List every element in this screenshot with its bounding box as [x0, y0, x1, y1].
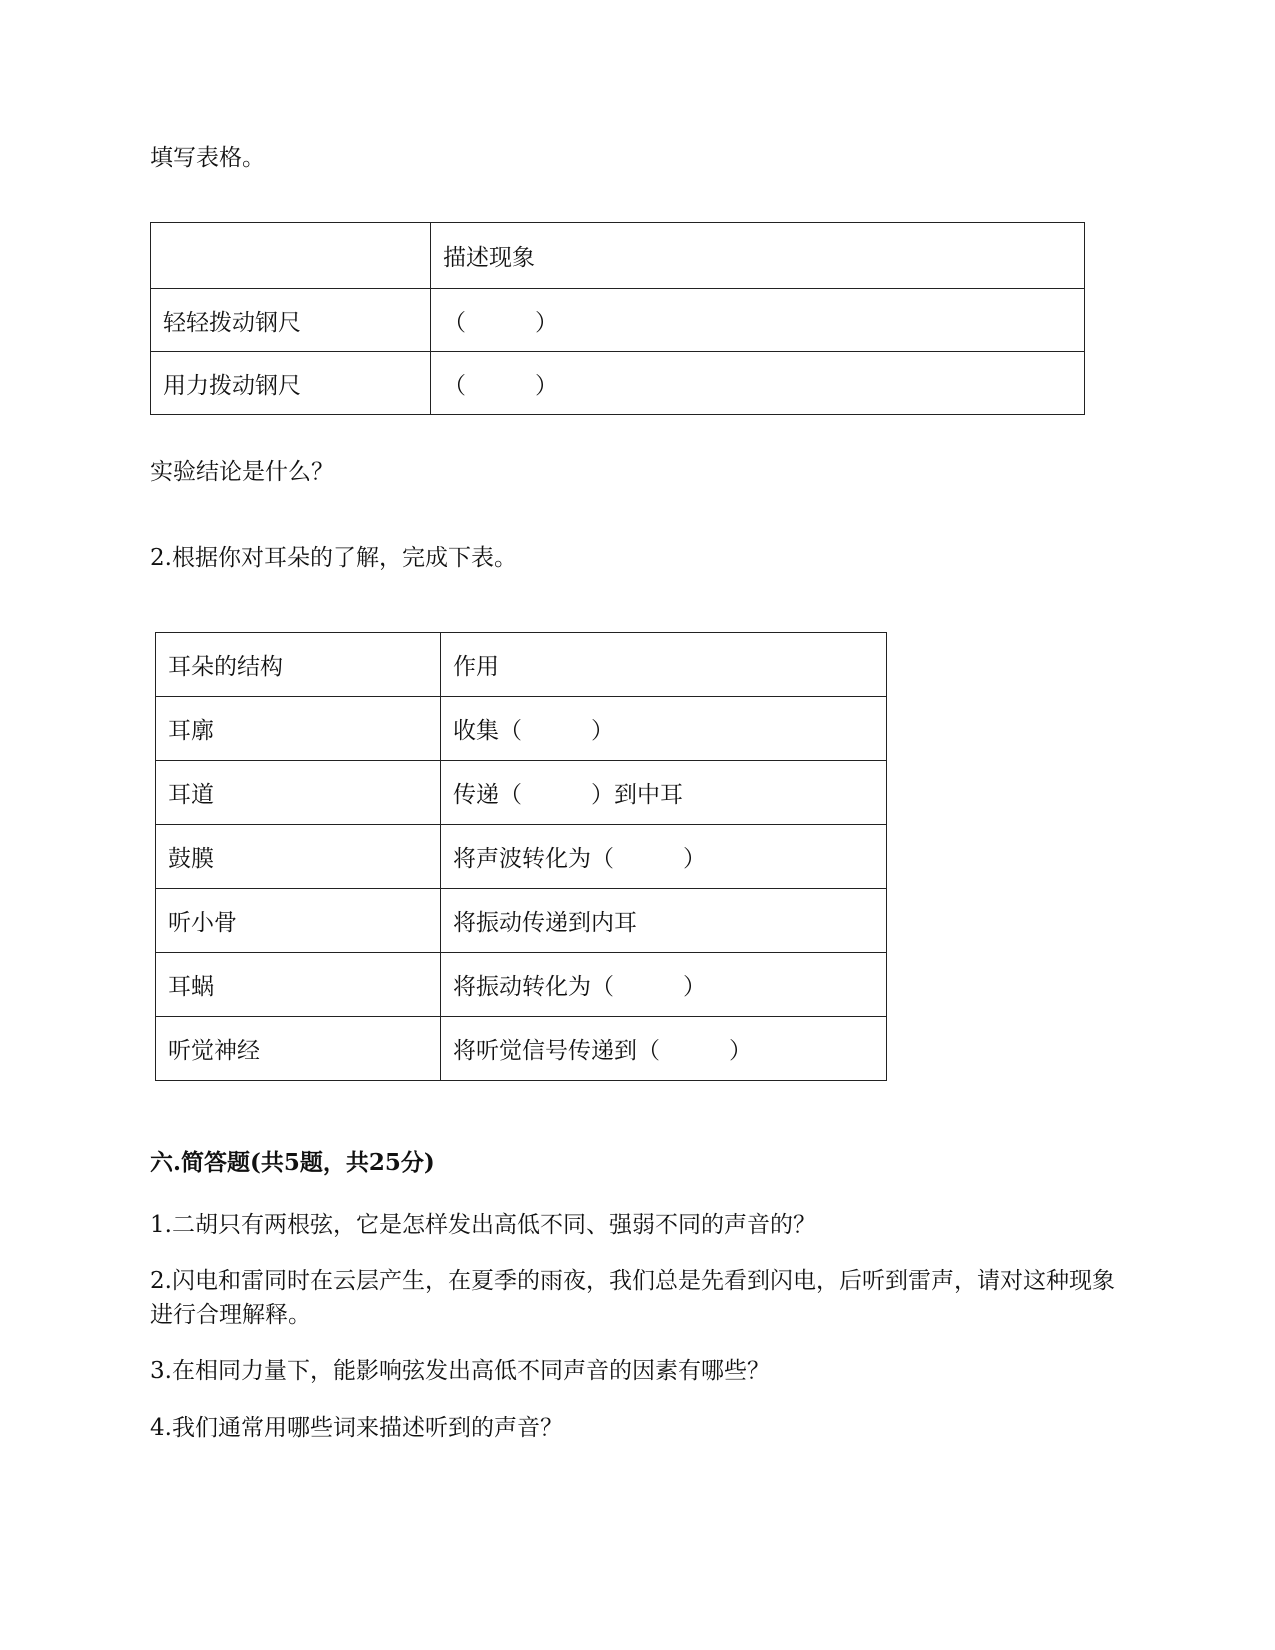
table-row [151, 289, 1085, 352]
table-row [156, 889, 887, 953]
table-row [156, 761, 887, 825]
answer-blank-cell: （ ） [431, 289, 1085, 352]
table-header-cell: 描述现象 [431, 223, 1085, 289]
table-row [156, 1017, 887, 1081]
table-cell: 听小骨 [156, 889, 441, 953]
table-cell: 将声波转化为（ ） [441, 825, 887, 889]
table-header-row [156, 633, 887, 697]
table-cell: 收集（ ） [441, 697, 887, 761]
question-2-prompt: 2.根据你对耳朵的了解，完成下表。 [150, 545, 517, 571]
table-cell: 耳廓 [156, 697, 441, 761]
ear-structure-table [155, 632, 887, 1081]
table-header-cell: 耳朵的结构 [156, 633, 441, 697]
table-cell: 鼓膜 [156, 825, 441, 889]
answer-blank-cell: （ ） [431, 352, 1085, 415]
table-cell: 将振动转化为（ ） [441, 953, 887, 1017]
table-cell: 传递（ ）到中耳 [441, 761, 887, 825]
table-row [156, 953, 887, 1017]
table-cell: 耳蜗 [156, 953, 441, 1017]
table-header-cell: 作用 [441, 633, 887, 697]
table-row [156, 697, 887, 761]
table-row [156, 825, 887, 889]
conclusion-question: 实验结论是什么？ [150, 459, 334, 485]
table-cell: 轻轻拨动钢尺 [151, 289, 431, 352]
phenomenon-table [150, 222, 1085, 415]
table-cell: 将听觉信号传递到（ ） [441, 1017, 887, 1081]
question-item: 1.二胡只有两根弦，它是怎样发出高低不同、强弱不同的声音的？ [150, 1212, 816, 1238]
question-item: 3.在相同力量下，能影响弦发出高低不同声音的因素有哪些？ [150, 1358, 770, 1384]
section-heading: 六.简答题(共5题，共25分) [150, 1149, 435, 1176]
question-item: 2.闪电和雷同时在云层产生，在夏季的雨夜，我们总是先看到闪电，后听到雷声，请对这种现象进行合理解释。 [150, 1268, 1115, 1328]
table-cell: 听觉神经 [156, 1017, 441, 1081]
table-row [151, 352, 1085, 415]
table-cell: 用力拨动钢尺 [151, 352, 431, 415]
table-cell: 将振动传递到内耳 [441, 889, 887, 953]
question-item: 4.我们通常用哪些词来描述听到的声音？ [150, 1415, 563, 1441]
table-cell: 耳道 [156, 761, 441, 825]
table-header-cell [151, 223, 431, 289]
table-header-row [151, 223, 1085, 289]
intro-text: 填写表格。 [150, 145, 265, 171]
